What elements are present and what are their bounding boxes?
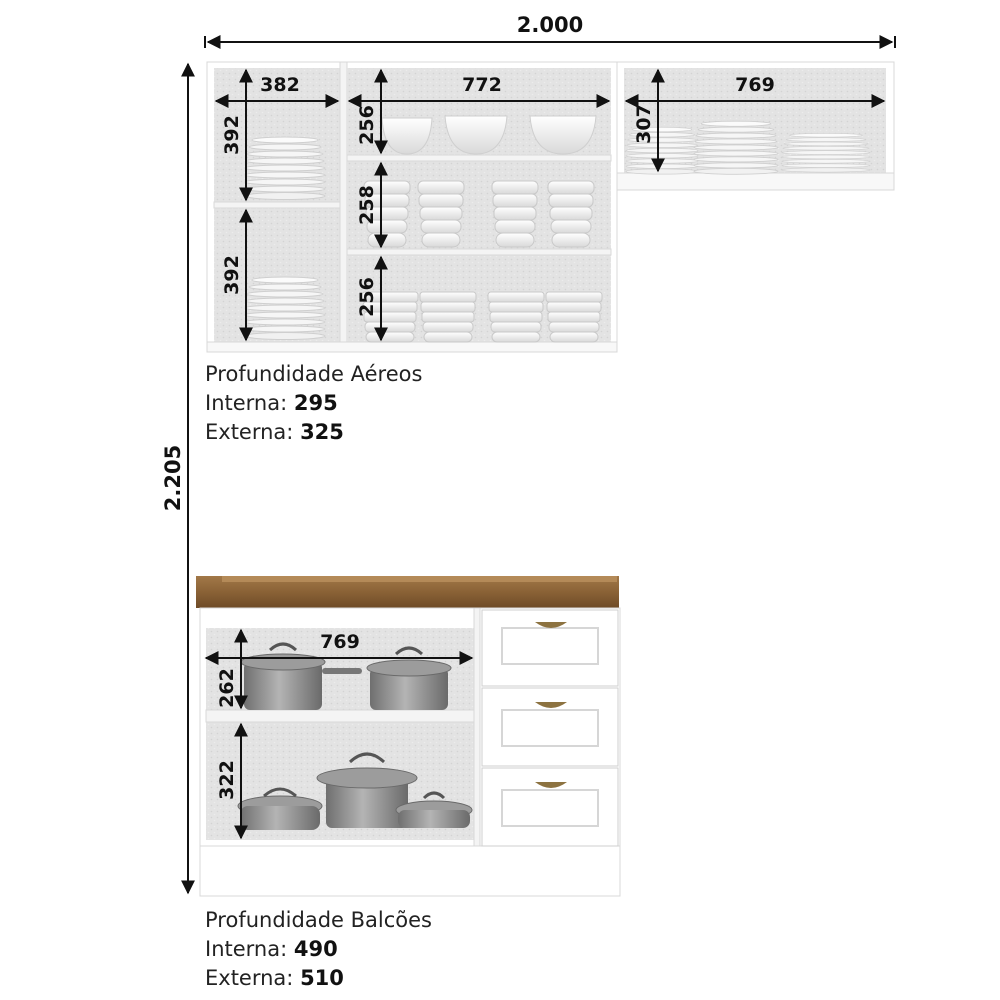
upper-middle-bottom-height-label: 256 xyxy=(356,277,378,317)
base-internal-label: Interna: xyxy=(205,937,288,961)
upper-right-height-label: 307 xyxy=(633,104,655,144)
upper-bottom-edge xyxy=(207,342,617,352)
upper-middle-shelf-2 xyxy=(347,249,611,255)
upper-middle-top-height-label: 256 xyxy=(356,105,378,145)
base-width-label: 769 xyxy=(320,631,360,653)
upper-depth-caption xyxy=(205,360,422,447)
base-internal-value: 490 xyxy=(293,937,338,961)
serving-bowls xyxy=(382,116,596,154)
plate-stack-icon xyxy=(245,277,325,340)
upper-external-row xyxy=(205,418,422,447)
drawer-2[interactable] xyxy=(482,688,618,766)
bowl-stack-icon xyxy=(418,181,464,247)
base-internal-row xyxy=(205,935,432,964)
upper-internal-value: 295 xyxy=(293,391,338,415)
drawer-3[interactable] xyxy=(482,768,618,846)
upper-external-label: Externa: xyxy=(205,420,294,444)
bowl-stack-icon xyxy=(492,181,538,247)
base-cabinet xyxy=(196,576,620,896)
base-plinth xyxy=(200,846,620,896)
base-divider xyxy=(474,608,480,846)
small-bowls-icon xyxy=(546,292,602,342)
countertop-backsplash xyxy=(222,576,617,582)
upper-internal-label: Interna: xyxy=(205,391,288,415)
base-external-label: Externa: xyxy=(205,966,294,990)
base-shelf xyxy=(206,710,474,722)
upper-left-shelf xyxy=(214,202,340,208)
upper-right-bottom-edge xyxy=(617,173,894,190)
upper-external-value: 325 xyxy=(300,420,344,444)
upper-divider xyxy=(340,62,347,352)
upper-middle-shelf-1 xyxy=(347,155,611,161)
upper-right-width-label: 769 xyxy=(735,74,775,96)
base-top-height-label: 262 xyxy=(216,668,238,708)
upper-middle-width-label: 772 xyxy=(462,74,502,96)
small-bowls-icon xyxy=(488,292,544,342)
base-bottom-height-label: 322 xyxy=(216,760,238,800)
upper-left-top-height-label: 392 xyxy=(221,115,243,155)
bowl-stack-icon xyxy=(548,181,594,247)
plate-stack-icon xyxy=(245,137,325,200)
total-width-label: 2.000 xyxy=(516,13,584,37)
upper-left-bottom-height-label: 392 xyxy=(221,255,243,295)
base-external-value: 510 xyxy=(300,966,344,990)
base-external-row xyxy=(205,964,432,993)
base-depth-caption xyxy=(205,906,432,993)
small-bowls-icon xyxy=(420,292,476,342)
base-depth-title: Profundidade Balcões xyxy=(205,908,432,932)
upper-internal-row xyxy=(205,389,422,418)
upper-middle-mid-height-label: 258 xyxy=(356,185,378,225)
upper-depth-title: Profundidade Aéreos xyxy=(205,362,423,386)
upper-left-width-label: 382 xyxy=(260,74,300,96)
upper-cabinets xyxy=(207,62,894,352)
total-height-label: 2.205 xyxy=(161,444,185,512)
drawer-1[interactable] xyxy=(482,610,618,686)
